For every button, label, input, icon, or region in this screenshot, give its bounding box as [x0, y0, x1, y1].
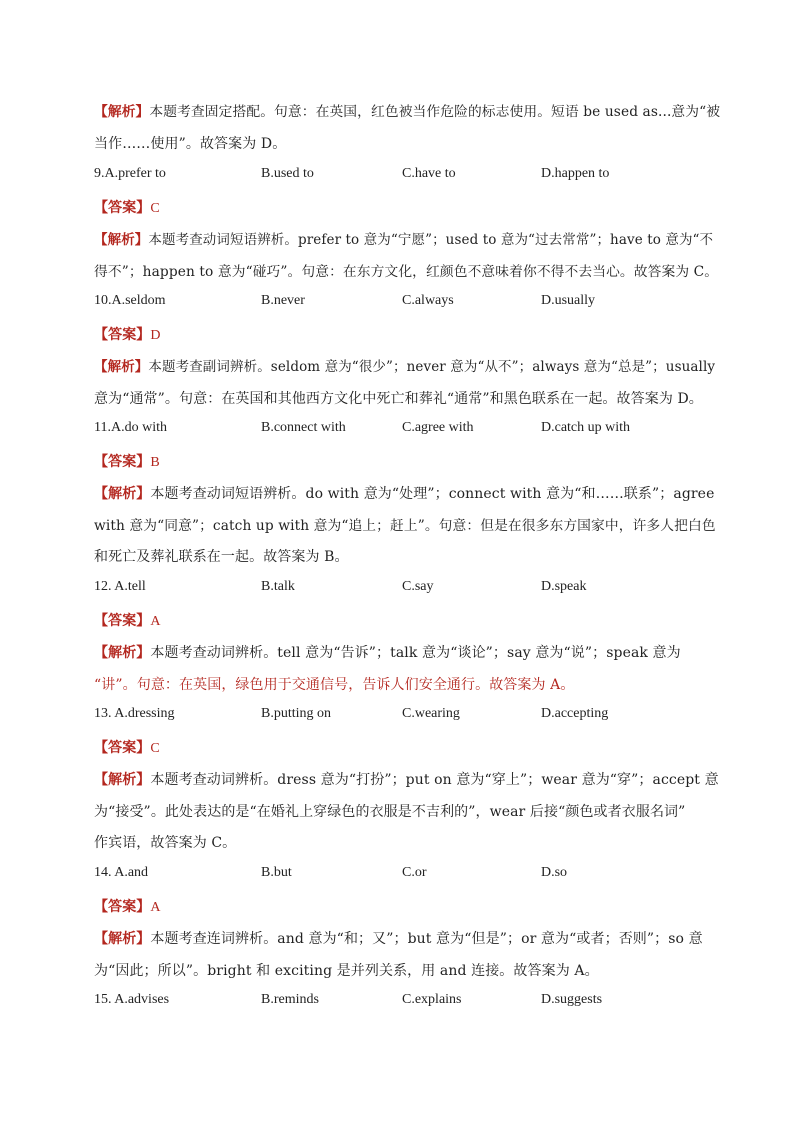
analysis-line — [94, 262, 720, 282]
answer-line — [94, 611, 720, 632]
answer-line — [94, 452, 720, 473]
answer-line — [94, 198, 720, 219]
analysis-line — [94, 389, 720, 409]
answer-value: D — [150, 328, 161, 343]
analysis-tag: 【解析】 — [94, 232, 149, 248]
option-c: C.say — [402, 579, 434, 594]
analysis-line — [94, 770, 720, 790]
analysis-text: 和死亡及葬礼联系在一起。故答案为 B。 — [94, 549, 349, 565]
analysis-text: 本题考查动词短语辨析。prefer to 意为“宁愿”；used to 意为“过去常常”；have to 意为“不 — [148, 232, 714, 248]
option-d: D.usually — [541, 293, 596, 308]
analysis-text: 本题考查副词辨析。seldom 意为“很少”；never 意为“从不”；always 意为“总是”；usually — [148, 359, 716, 375]
option-a: 11.A.do with — [94, 420, 167, 435]
option-d: D.speak — [541, 579, 587, 594]
answer-tag: 【答案】 — [94, 740, 151, 756]
analysis-tag: 【解析】 — [94, 645, 151, 661]
analysis-text: 为“接受”。此处表达的是“在婚礼上穿绿色的衣服是不吉利的”，wear 后接“颜色或者衣服名词” — [94, 803, 686, 820]
analysis-text: 本题考查动词辨析。tell 意为“告诉”；talk 意为“谈论”；say 意为“说”；speak 意为 — [150, 645, 681, 661]
option-c: C.explains — [402, 992, 462, 1007]
answer-line — [94, 325, 720, 346]
answer-line — [94, 738, 720, 759]
answer-tag: 【答案】 — [94, 613, 151, 629]
answer-line — [94, 897, 720, 918]
option-b: B.connect with — [261, 420, 346, 435]
analysis-text: 本题考查动词辨析。dress 意为“打扮”；put on 意为“穿上”；wear 意为“穿”；accept 意 — [150, 772, 719, 788]
analysis-line — [94, 961, 720, 981]
analysis-line — [94, 230, 720, 250]
analysis-line — [94, 357, 720, 377]
option-b: B.used to — [261, 166, 314, 181]
answer-tag: 【答案】 — [94, 200, 151, 216]
answer-tag: 【答案】 — [94, 454, 151, 470]
option-c: C.always — [402, 293, 454, 308]
question-options-row — [0, 420, 794, 440]
option-b: B.but — [261, 865, 292, 880]
question-options-row — [0, 865, 794, 885]
answer-value: A — [150, 614, 161, 629]
option-a: 14. A.and — [94, 865, 149, 880]
option-a: 9.A.prefer to — [94, 166, 166, 181]
analysis-text: 当作……使用”。故答案为 D。 — [94, 135, 287, 152]
option-c: C.agree with — [402, 420, 474, 435]
option-b: B.reminds — [261, 992, 319, 1007]
option-d: D.suggests — [541, 992, 603, 1007]
option-a: 15. A.advises — [94, 992, 170, 1007]
option-b: B.talk — [261, 579, 295, 594]
analysis-text: “讲”。句意：在英国，绿色用于交通信号，告诉人们安全通行。故答案为 A。 — [94, 676, 575, 693]
analysis-tag: 【解析】 — [94, 104, 150, 120]
analysis-text: 作宾语，故答案为 C。 — [94, 835, 237, 851]
analysis-tag: 【解析】 — [94, 931, 151, 947]
option-b: B.never — [261, 293, 305, 308]
analysis-text: 意为“通常”。句意：在英国和其他西方文化中死亡和葬礼“通常”和黑色联系在一起。故答案为 D。 — [94, 390, 703, 407]
option-d: D.happen to — [541, 166, 610, 181]
analysis-text: 本题考查连词辨析。and 意为“和；又”；but 意为“但是”；or 意为“或者；否则”；so 意 — [150, 931, 703, 947]
question-options-row — [0, 293, 794, 313]
answer-value: C — [150, 201, 160, 216]
option-b: B.putting on — [261, 706, 332, 721]
answer-value: A — [150, 900, 161, 915]
analysis-line — [94, 643, 720, 663]
question-options-row — [0, 706, 794, 726]
question-options-row — [0, 992, 794, 1012]
analysis-line — [94, 134, 720, 154]
answer-tag: 【答案】 — [94, 327, 151, 343]
analysis-text: 本题考查动词短语辨析。do with 意为“处理”；connect with 意为“和……联系”；agree — [150, 486, 715, 502]
question-options-row — [0, 579, 794, 599]
analysis-text: 本题考查固定搭配。句意：在英国，红色被当作危险的标志使用。短语 be used as...意为“被 — [149, 104, 721, 120]
option-d: D.accepting — [541, 706, 609, 721]
answer-value: B — [150, 455, 160, 470]
option-d: D.catch up with — [541, 420, 631, 435]
analysis-line — [94, 675, 720, 695]
analysis-line — [94, 802, 720, 822]
analysis-text: with 意为“同意”；catch up with 意为“追上；赶上”。句意：但是在很多东方国家中，许多人把白色 — [94, 517, 716, 534]
question-options-row — [0, 166, 794, 186]
analysis-line — [94, 102, 720, 122]
analysis-tag: 【解析】 — [94, 772, 151, 788]
answer-tag: 【答案】 — [94, 899, 151, 915]
option-d: D.so — [541, 865, 568, 880]
option-c: C.have to — [402, 166, 456, 181]
analysis-line — [94, 833, 720, 853]
analysis-tag: 【解析】 — [94, 486, 151, 502]
option-a: 12. A.tell — [94, 579, 146, 594]
analysis-line — [94, 484, 720, 504]
analysis-line — [94, 929, 720, 949]
option-a: 10.A.seldom — [94, 293, 166, 308]
option-c: C.wearing — [402, 706, 460, 721]
analysis-text: 得不”；happen to 意为“碰巧”。句意：在东方文化，红颜色不意味着你不得不去当心。故答案为 C。 — [94, 263, 719, 280]
answer-value: C — [150, 741, 160, 756]
option-a: 13. A.dressing — [94, 706, 175, 721]
analysis-text: 为“因此；所以”。bright 和 exciting 是并列关系，用 and 连接。故答案为 A。 — [94, 962, 599, 979]
option-c: C.or — [402, 865, 427, 880]
analysis-line — [94, 516, 720, 536]
analysis-tag: 【解析】 — [94, 359, 149, 375]
analysis-line — [94, 547, 720, 567]
